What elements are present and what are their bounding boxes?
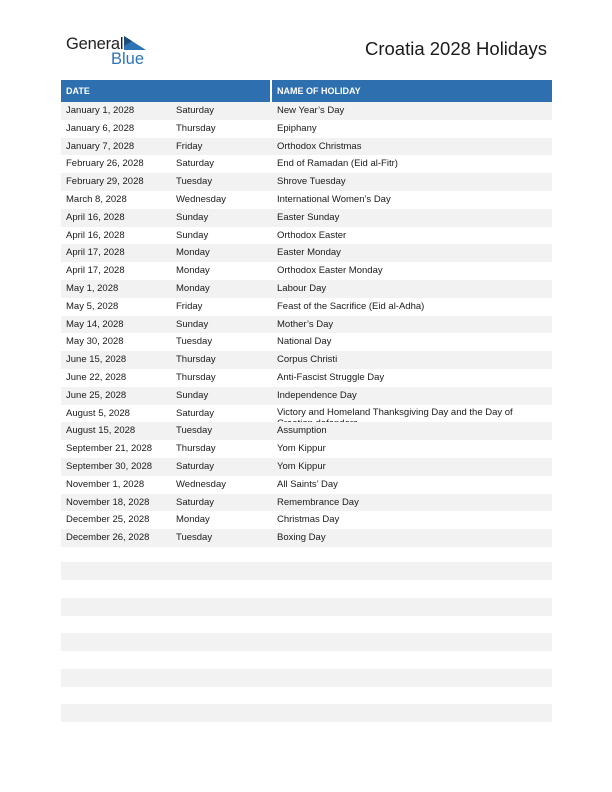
weekday-cell: Monday [176,282,210,294]
date-cell: September 21, 2028 [66,443,153,455]
date-cell: January 1, 2028 [66,105,135,116]
holiday-name-cell: Orthodox Easter Monday [277,265,383,277]
holiday-name-cell: National Day [277,336,332,348]
logo-triangle-icon [124,36,146,50]
table-row [61,333,552,351]
holiday-name-cell: Easter Sunday [277,211,340,223]
holiday-name-cell: Epiphany [277,122,317,134]
blank-row [61,562,552,580]
table-row [61,351,552,369]
table-row [61,476,552,494]
column-header-name: NAME OF HOLIDAY [277,86,361,96]
weekday-cell: Saturday [176,158,215,170]
date-cell: November 1, 2028 [66,478,145,490]
table-row [61,422,552,440]
weekday-cell: Saturday [176,407,215,419]
holiday-name-cell: Corpus Christi [277,354,338,366]
date-cell: June 25, 2028 [66,389,127,401]
weekday-cell: Thursday [176,122,216,134]
table-row [61,316,552,334]
holiday-name-cell: Easter Monday [277,247,341,259]
table-row [61,440,552,458]
table-row [61,405,552,423]
date-cell: April 17, 2028 [66,265,125,277]
table-row [61,298,552,316]
date-cell: June 22, 2028 [66,371,127,383]
weekday-cell: Monday [176,247,210,259]
holiday-name-cell: Christmas Day [277,514,340,526]
header-divider [270,80,272,102]
weekday-cell: Tuesday [176,425,213,437]
holiday-name-cell: Independence Day [277,389,357,401]
weekday-cell: Saturday [176,460,215,472]
date-cell: April 16, 2028 [66,229,125,241]
holiday-name-cell: Orthodox Easter [277,229,347,241]
blank-row [61,598,552,616]
table-row [61,102,552,120]
blank-row [61,704,552,722]
holidays-table [61,80,552,547]
table-row [61,191,552,209]
holiday-name-cell: Yom Kippur [277,443,326,455]
column-header-date: DATE [66,86,90,96]
table-row [61,529,552,547]
weekday-cell: Thursday [176,443,216,455]
weekday-cell: Sunday [176,389,209,401]
date-cell: May 14, 2028 [66,318,124,330]
date-cell: December 26, 2028 [66,532,150,544]
weekday-cell: Thursday [176,371,216,383]
holiday-name-cell: Orthodox Christmas [277,140,362,152]
weekday-cell: Tuesday [176,336,213,348]
holiday-name-cell: Remembrance Day [277,496,359,508]
date-cell: November 18, 2028 [66,496,150,508]
logo-general-text: General [66,35,124,53]
date-cell: May 5, 2028 [66,300,119,312]
weekday-cell: Wednesday [176,193,226,205]
table-body [61,102,552,547]
table-row [61,369,552,387]
date-cell: April 16, 2028 [66,211,125,223]
holiday-name-cell: Feast of the Sacrifice (Eid al-Adha) [277,300,425,312]
date-cell: May 30, 2028 [66,336,124,348]
weekday-cell: Thursday [176,354,216,366]
weekday-cell: Sunday [176,229,209,241]
weekday-cell: Saturday [176,105,215,116]
table-row [61,173,552,191]
weekday-cell: Saturday [176,496,215,508]
table-row [61,120,552,138]
weekday-cell: Wednesday [176,478,226,490]
date-cell: August 15, 2028 [66,425,136,437]
table-row [61,511,552,529]
holiday-name-cell: New Year’s Day [277,105,345,116]
weekday-cell: Tuesday [176,532,213,544]
table-row [61,280,552,298]
weekday-cell: Monday [176,265,210,277]
holiday-name-cell: Mother’s Day [277,318,334,330]
date-cell: April 17, 2028 [66,247,125,259]
weekday-cell: Friday [176,300,203,312]
table-row [61,387,552,405]
holiday-name-cell: Shrove Tuesday [277,176,346,188]
holiday-name-cell: Yom Kippur [277,460,326,472]
holiday-name-cell: End of Ramadan (Eid al-Fitr) [277,158,398,170]
date-cell: May 1, 2028 [66,282,119,294]
date-cell: September 30, 2028 [66,460,153,472]
page-title: Croatia 2028 Holidays [364,38,547,59]
weekday-cell: Monday [176,514,210,526]
holiday-name-cell: Assumption [277,425,327,437]
table-row [61,244,552,262]
table-row [61,458,552,476]
holiday-name-cell: Boxing Day [277,532,326,544]
holiday-name-cell: All Saints’ Day [277,478,338,490]
weekday-cell: Tuesday [176,176,213,188]
table-row [61,138,552,156]
generalblue-logo [66,34,156,68]
table-row [61,262,552,280]
table-header [61,80,552,102]
holiday-name-cell: Victory and Homeland Thanksgiving Day and the Day of [277,406,513,418]
table-row [61,227,552,245]
date-cell: February 26, 2028 [66,158,144,170]
date-cell: August 5, 2028 [66,407,130,419]
holiday-name-cell: Anti-Fascist Struggle Day [277,371,385,383]
blank-row [61,633,552,651]
weekday-cell: Friday [176,140,203,152]
holiday-name-cell: Labour Day [277,282,327,294]
holiday-name-cell: International Women’s Day [277,193,391,205]
logo-blue-text: Blue [111,50,145,68]
table-row [61,209,552,227]
date-cell: December 25, 2028 [66,514,150,526]
date-cell: January 6, 2028 [66,122,135,134]
date-cell: June 15, 2028 [66,354,127,366]
weekday-cell: Sunday [176,318,209,330]
table-row [61,494,552,512]
table-row [61,155,552,173]
date-cell: January 7, 2028 [66,140,135,152]
blank-row [61,669,552,687]
date-cell: February 29, 2028 [66,176,144,188]
date-cell: March 8, 2028 [66,193,127,205]
weekday-cell: Sunday [176,211,209,223]
